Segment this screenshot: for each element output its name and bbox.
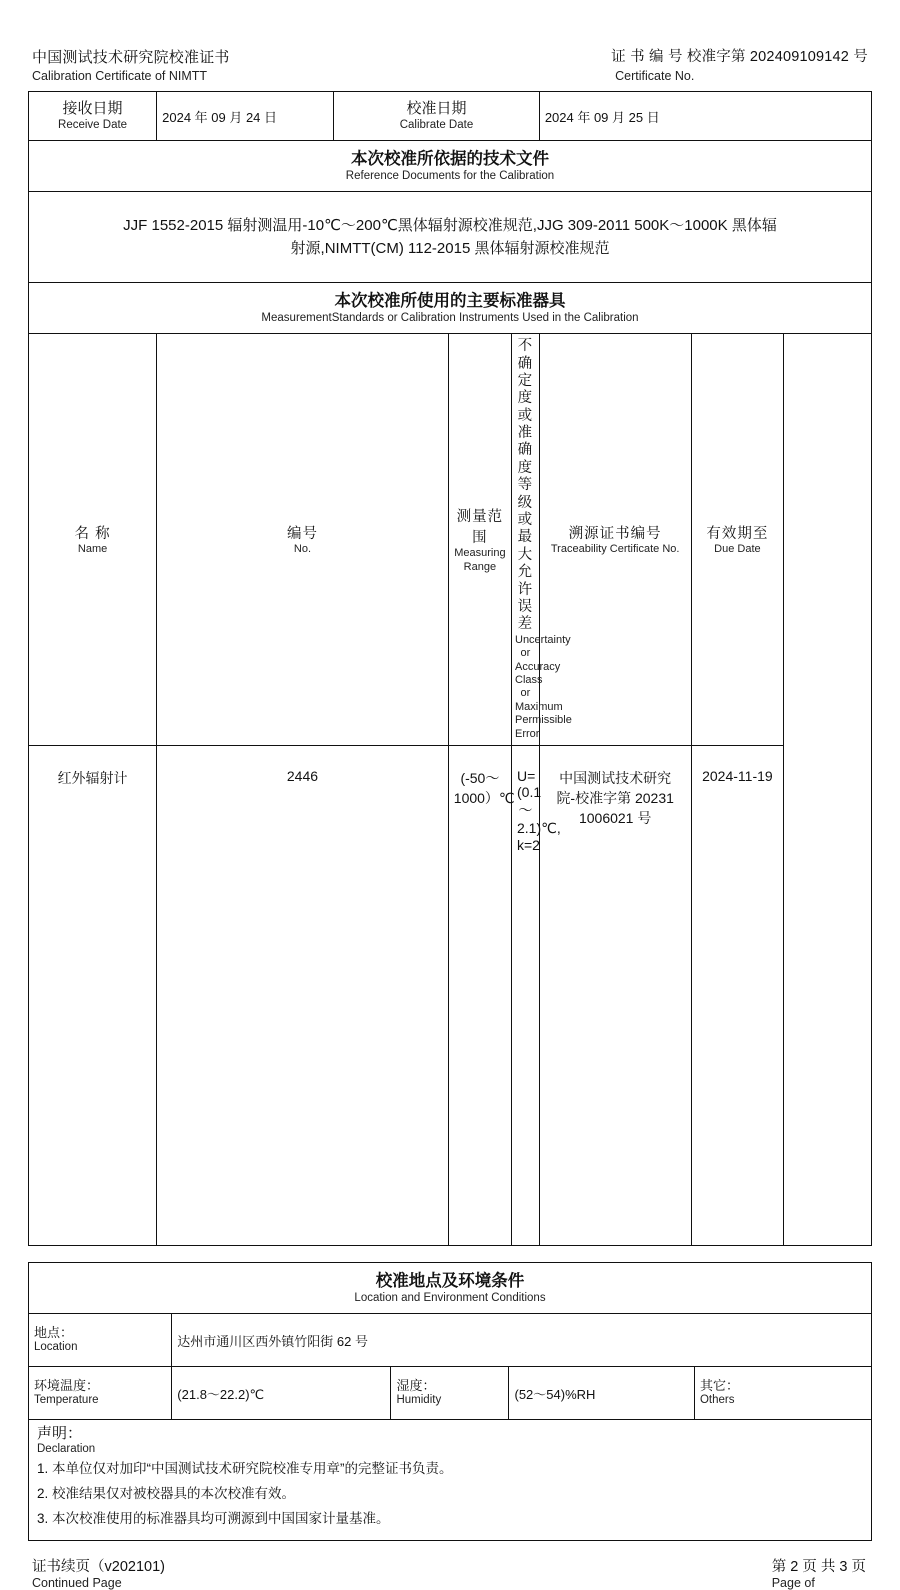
certificate-table [28,91,872,1246]
location-label: 地点： Location [29,1314,172,1367]
continued-page-en: Continued Page [32,1575,122,1590]
footer-left [32,1555,165,1590]
continued-page-cn: 证书续页（v202101) [32,1558,165,1575]
column-header-range: 测量范围 Measuring Range [448,334,511,746]
location-row [29,1314,872,1367]
reference-section-body [29,192,872,283]
document-header [28,48,872,85]
page-number-en: Page of [771,1575,815,1590]
header-left [32,48,230,85]
receive-date-label: 接收日期 Receive Date [29,92,157,141]
calibrate-date-value: 2024 年 09 月 25 日 [539,92,871,141]
location-title-cn: 校准地点及环境条件 [375,1271,525,1290]
column-header-due-date: 有效期至 Due Date [691,334,784,746]
header-right [611,48,868,84]
standards-title-cn: 本次校准所使用的主要标准器具 [334,291,566,310]
certificate-title-cn: 中国测试技术研究院校准证书 [32,49,230,66]
declaration-row [29,1420,872,1541]
standards-title-en: MeasurementStandards or Calibration Instruments Used in the Calibration [261,312,639,325]
column-header-name: 名 称 Name [29,334,157,746]
reference-section-title [29,141,872,192]
temperature-label: 环境温度： Temperature [29,1367,172,1420]
certificate-title-en: Calibration Certificate of NIMTT [32,69,208,84]
calibrate-date-label: 校准日期 Calibrate Date [334,92,540,141]
humidity-label: 湿度： Humidity [391,1367,509,1420]
reference-title-en: Reference Documents for the Calibration [345,170,555,183]
standards-section-title [29,283,872,334]
reference-line-2: 射源,NIMTT(CM) 112-2015 黑体辐射源校准规范 [290,240,610,258]
receive-date-value: 2024 年 09 月 24 日 [157,92,334,141]
cell-no: 2446 [157,746,449,1246]
location-section-title [29,1263,872,1314]
standards-table-header [29,334,872,746]
declaration-title: 声明： Declaration [37,1425,96,1456]
table-gap [28,1246,872,1262]
declaration-item: 3. 本次校准使用的标准器具均可溯源到中国国家计量基准。 [37,1510,390,1526]
page-number-cn: 第 2 页 共 3 页 [771,1558,866,1575]
cell-range: (-50～1000）℃ [448,746,511,1246]
cell-traceability: 中国测试技术研究 院-校准字第 20231 1006021 号 [539,746,691,1246]
location-environment-table [28,1262,872,1541]
column-header-uncertainty: 不确定度或准确度等级或 最大允许误差 Uncertainty or Accuracy Class or Maximum Permissible Error [512,334,540,746]
location-value: 达州市通川区西外镇竹阳街 62 号 [172,1314,872,1367]
certificate-number-en: Certificate No. [615,68,695,83]
certificate-number-cn: 证 书 编 号 校准字第 202409109142 号 [611,49,868,65]
location-title-en: Location and Environment Conditions [354,1292,546,1305]
document-footer [28,1541,872,1590]
declaration-cell [29,1420,872,1541]
reference-title-cn: 本次校准所依据的技术文件 [351,149,549,168]
column-header-number: 编号 No. [157,334,449,746]
cell-name: 红外辐射计 [29,746,157,1246]
declaration-item: 2. 校准结果仅对被校器具的本次校准有效。 [37,1485,296,1501]
humidity-value: (52～54)%RH [509,1367,694,1420]
dates-row [29,92,872,141]
standards-table-row [29,746,872,1246]
environment-row [29,1367,872,1420]
column-header-traceability: 溯源证书编号 Traceability Certificate No. [539,334,691,746]
footer-right [772,1555,866,1590]
temperature-value: (21.8～22.2)℃ [172,1367,391,1420]
declaration-item: 1. 本单位仅对加印“中国测试技术研究院校准专用章”的完整证书负责。 [37,1460,453,1476]
cell-uncertainty: U=(0.1～2.1)℃, k=2 [512,746,540,1246]
reference-line-1: JJF 1552-2015 辐射测温用-10℃～200℃黑体辐射源校准规范,JJG 309-2011 500K～1000K 黑体辐 [123,216,777,234]
others-label: 其它： Others [694,1367,871,1420]
cell-due-date: 2024-11-19 [691,746,784,1246]
